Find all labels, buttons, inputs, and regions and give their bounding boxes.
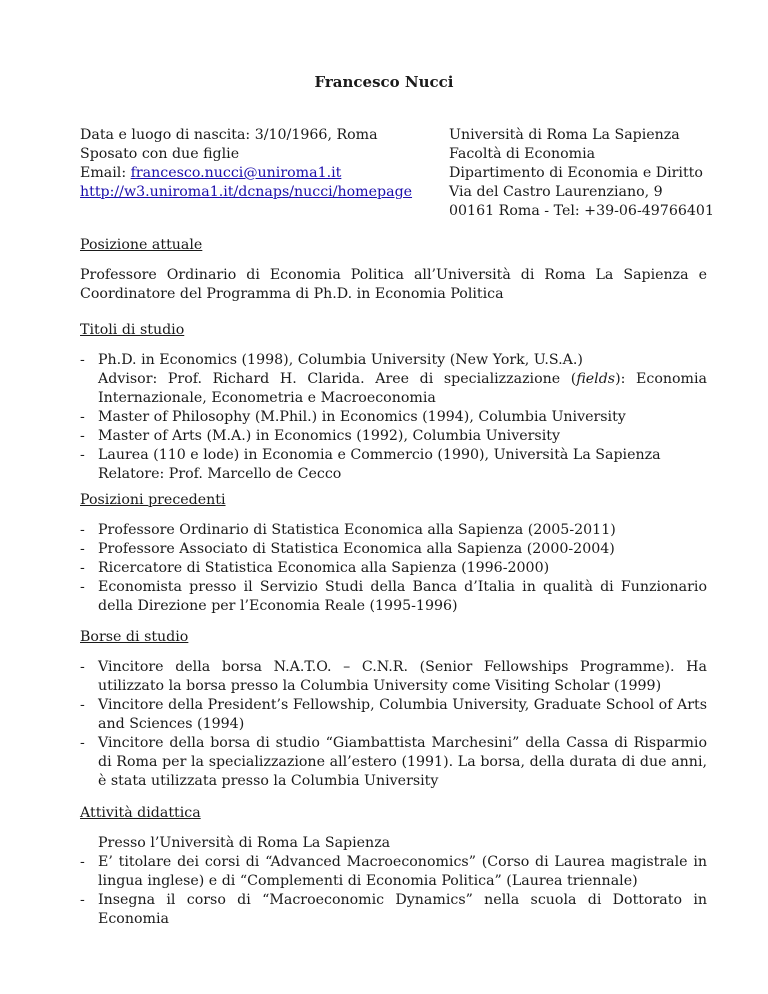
list-item xyxy=(80,408,707,427)
personal-info xyxy=(80,126,413,202)
list-item: - Insegna il corso di “Macroeconomic Dynamics” nella scuola di Dottorato in Economia xyxy=(80,891,707,929)
section-heading: Attività didattica xyxy=(80,805,201,821)
list-item: - Professore Associato di Statistica Economica alla Sapienza (2000-2004) xyxy=(80,540,707,559)
section-heading: Titoli di studio xyxy=(80,322,185,338)
list-item: - Professore Ordinario di Statistica Economica alla Sapienza (2005-2011) xyxy=(80,521,707,540)
list-item: - Vincitore della borsa N.A.T.O. – C.N.R. (Senior Fellowships Programme). Ha utilizzato la borsa presso la Columbia University come Visiting Scholar (1999) xyxy=(80,658,707,696)
advisor-prefix: Advisor: Prof. Richard H. Clarida. Aree di specializzazione ( xyxy=(98,371,577,387)
section-borse-di-studio xyxy=(80,628,707,791)
email-line xyxy=(80,164,400,183)
section-attivita-didattica xyxy=(80,804,707,929)
address-street: Via del Castro Laurenziano, 9 xyxy=(449,184,663,200)
affiliation-info xyxy=(449,126,749,221)
list-item: - E’ titolare dei corsi di “Advanced Macroeconomics” (Corso di Laurea magistrale in lingua inglese) e di “Complementi di Economia Politica” (Laurea triennale) xyxy=(80,853,707,891)
fields-term: fields xyxy=(576,371,616,387)
current-position-text: Professore Ordinario di Economia Politica all’Università di Roma La Sapienza e Coordinatore del Programma di Ph.D. in Economia Politica xyxy=(80,267,707,302)
teaching-intro: Presso l’Università di Roma La Sapienza xyxy=(98,835,391,851)
list-item: - Ricercatore di Statistica Economica alla Sapienza (1996-2000) xyxy=(80,559,707,578)
email-link[interactable]: francesco.nucci@uniroma1.it xyxy=(130,165,342,181)
degree-list xyxy=(80,351,707,484)
homepage-line xyxy=(80,183,413,202)
list-item: - Vincitore della President’s Fellowship, Columbia University, Graduate School of Arts and Sciences (1994) xyxy=(80,696,707,734)
section-posizioni-precedenti xyxy=(80,491,707,616)
university-name: Università di Roma La Sapienza xyxy=(449,127,680,143)
section-titoli-di-studio xyxy=(80,321,707,484)
positions-list xyxy=(80,521,707,616)
scholarships-list xyxy=(80,658,707,791)
list-item xyxy=(80,446,707,484)
marital-status: Sposato con due figlie xyxy=(80,146,240,162)
department-name: Dipartimento di Economia e Diritto xyxy=(449,165,703,181)
teaching-list xyxy=(80,853,707,929)
faculty-name: Facoltà di Economia xyxy=(449,146,596,162)
page-title: Francesco Nucci xyxy=(314,73,454,91)
section-posizione-attuale xyxy=(80,236,707,304)
list-item: - Vincitore della borsa di studio “Giambattista Marchesini” della Cassa di Risparmio di Roma per la specializzazione all’estero (1991). La borsa, della durata di due anni, è stata utilizzata presso la Columbia University xyxy=(80,734,707,791)
address-city-phone: 00161 Roma - Tel: +39-06-49766401 xyxy=(449,203,714,219)
degree-phd: Ph.D. in Economics (1998), Columbia University (New York, U.S.A.) xyxy=(98,352,583,368)
list-item: - Economista presso il Servizio Studi della Banca d’Italia in qualità di Funzionario della Direzione per l’Economia Reale (1995-1996) xyxy=(80,578,707,616)
supervisor-line: Relatore: Prof. Marcello de Cecco xyxy=(98,466,342,482)
section-heading: Posizioni precedenti xyxy=(80,492,226,508)
advisor-suffix: ): Economia Internazionale, Econometria e Macroeconomia xyxy=(98,371,707,406)
list-item xyxy=(80,427,707,446)
degree-ma: Master of Arts (M.A.) in Economics (1992), Columbia University xyxy=(98,428,560,444)
section-heading: Borse di studio xyxy=(80,629,189,645)
homepage-link[interactable]: http://w3.uniroma1.it/dcnaps/nucci/homepage xyxy=(80,184,413,200)
advisor-line xyxy=(98,370,707,408)
section-heading: Posizione attuale xyxy=(80,237,203,253)
degree-mphil: Master of Philosophy (M.Phil.) in Economics (1994), Columbia University xyxy=(98,409,626,425)
email-label: Email: xyxy=(80,165,131,181)
degree-laurea: Laurea (110 e lode) in Economia e Commercio (1990), Università La Sapienza xyxy=(98,447,661,463)
birth-info: Data e luogo di nascita: 3/10/1966, Roma xyxy=(80,127,378,143)
list-item xyxy=(80,351,707,408)
